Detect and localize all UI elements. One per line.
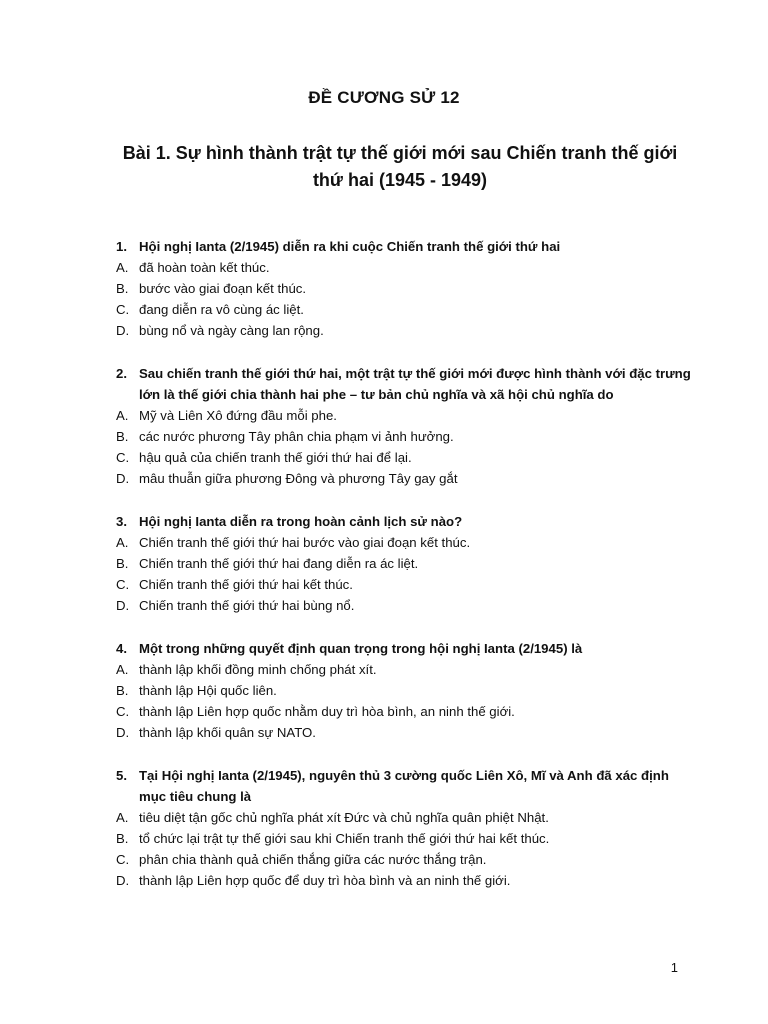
option-letter: B. — [116, 281, 129, 296]
answer-option-b — [116, 828, 696, 849]
option-letter: B. — [116, 683, 129, 698]
question-list — [116, 236, 696, 913]
question-3 — [116, 511, 696, 616]
option-letter: C. — [116, 577, 130, 592]
option-text: phân chia thành quả chiến thắng giữa các nước thắng trận. — [139, 852, 487, 867]
option-letter: D. — [116, 725, 130, 740]
answer-option-b — [116, 553, 696, 574]
option-letter: D. — [116, 323, 130, 338]
option-text: mâu thuẫn giữa phương Đông và phương Tây gay gắt — [139, 471, 458, 486]
answer-option-a — [116, 532, 696, 553]
option-text: thành lập Liên hợp quốc để duy trì hòa bình và an ninh thế giới. — [139, 873, 511, 888]
answer-option-d — [116, 320, 696, 341]
option-letter: A. — [116, 535, 129, 550]
option-text: Chiến tranh thế giới thứ hai bùng nổ. — [139, 598, 355, 613]
question-number: 2. — [116, 366, 127, 381]
answer-option-a — [116, 659, 696, 680]
question-number: 1. — [116, 239, 127, 254]
option-text: tổ chức lại trật tự thế giới sau khi Chiến tranh thế giới thứ hai kết thúc. — [139, 831, 550, 846]
option-letter: C. — [116, 852, 130, 867]
option-letter: D. — [116, 471, 130, 486]
answer-option-b — [116, 680, 696, 701]
answer-option-c — [116, 299, 696, 320]
question-stem — [116, 511, 696, 532]
answer-option-b — [116, 278, 696, 299]
option-letter: C. — [116, 704, 130, 719]
answer-option-a — [116, 405, 696, 426]
option-letter: C. — [116, 450, 130, 465]
option-letter: B. — [116, 556, 129, 571]
option-letter: A. — [116, 408, 129, 423]
option-letter: D. — [116, 873, 130, 888]
option-text: bước vào giai đoạn kết thúc. — [139, 281, 307, 296]
question-4 — [116, 638, 696, 743]
option-text: Chiến tranh thế giới thứ hai đang diễn ra ác liệt. — [139, 556, 419, 571]
answer-option-d — [116, 722, 696, 743]
option-text: Chiến tranh thế giới thứ hai bước vào giai đoạn kết thúc. — [139, 535, 471, 550]
answer-option-c — [116, 574, 696, 595]
answer-option-c — [116, 849, 696, 870]
page-number: 1 — [670, 960, 678, 975]
answer-option-c — [116, 701, 696, 722]
question-text: Hội nghị Ianta (2/1945) diễn ra khi cuộc Chiến tranh thế giới thứ hai — [139, 239, 561, 254]
answer-option-a — [116, 257, 696, 278]
question-2 — [116, 363, 696, 489]
question-number: 3. — [116, 514, 127, 529]
answer-option-c — [116, 447, 696, 468]
option-text: các nước phương Tây phân chia phạm vi ảnh hưởng. — [139, 429, 454, 444]
option-letter: A. — [116, 810, 129, 825]
option-letter: D. — [116, 598, 130, 613]
question-number: 4. — [116, 641, 127, 656]
answer-option-b — [116, 426, 696, 447]
answer-option-d — [116, 595, 696, 616]
option-letter: A. — [116, 662, 129, 677]
option-text: bùng nổ và ngày càng lan rộng. — [139, 323, 324, 338]
option-text: đang diễn ra vô cùng ác liệt. — [139, 302, 304, 317]
answer-option-a — [116, 807, 696, 828]
question-stem — [116, 236, 696, 257]
option-text: tiêu diệt tận gốc chủ nghĩa phát xít Đức và chủ nghĩa quân phiệt Nhật. — [139, 810, 549, 825]
question-stem — [116, 765, 696, 807]
question-text: Sau chiến tranh thế giới thứ hai, một trật tự thế giới mới được hình thành với đặc trưng lớn là thế giới chia thành hai phe – tư bản chủ nghĩa và xã hội chủ nghĩa do — [139, 366, 691, 402]
question-1 — [116, 236, 696, 341]
option-text: thành lập Hội quốc liên. — [139, 683, 277, 698]
question-stem — [116, 638, 696, 659]
option-text: Mỹ và Liên Xô đứng đầu mỗi phe. — [139, 408, 337, 423]
question-text: Tại Hội nghị Ianta (2/1945), nguyên thủ 3 cường quốc Liên Xô, Mĩ và Anh đã xác định mục tiêu chung là — [139, 768, 669, 804]
option-text: Chiến tranh thế giới thứ hai kết thúc. — [139, 577, 353, 592]
question-number: 5. — [116, 768, 127, 783]
option-letter: B. — [116, 429, 129, 444]
option-text: thành lập Liên hợp quốc nhằm duy trì hòa bình, an ninh thế giới. — [139, 704, 515, 719]
question-5 — [116, 765, 696, 891]
option-text: đã hoàn toàn kết thúc. — [139, 260, 270, 275]
option-text: thành lập khối đồng minh chống phát xít. — [139, 662, 377, 677]
question-stem — [116, 363, 696, 405]
answer-option-d — [116, 870, 696, 891]
option-text: thành lập khối quân sự NATO. — [139, 725, 316, 740]
lesson-title: Bài 1. Sự hình thành trật tự thế giới mới sau Chiến tranh thế giới thứ hai (1945 - 1949) — [122, 143, 678, 190]
answer-option-d — [116, 468, 696, 489]
question-text: Hội nghị Ianta diễn ra trong hoàn cảnh lịch sử nào? — [139, 514, 463, 529]
document-title: ĐỀ CƯƠNG SỬ 12 — [308, 88, 460, 107]
question-text: Một trong những quyết định quan trọng trong hội nghị Ianta (2/1945) là — [139, 641, 583, 656]
option-letter: A. — [116, 260, 129, 275]
option-text: hậu quả của chiến tranh thế giới thứ hai để lại. — [139, 450, 412, 465]
option-letter: C. — [116, 302, 130, 317]
option-letter: B. — [116, 831, 129, 846]
